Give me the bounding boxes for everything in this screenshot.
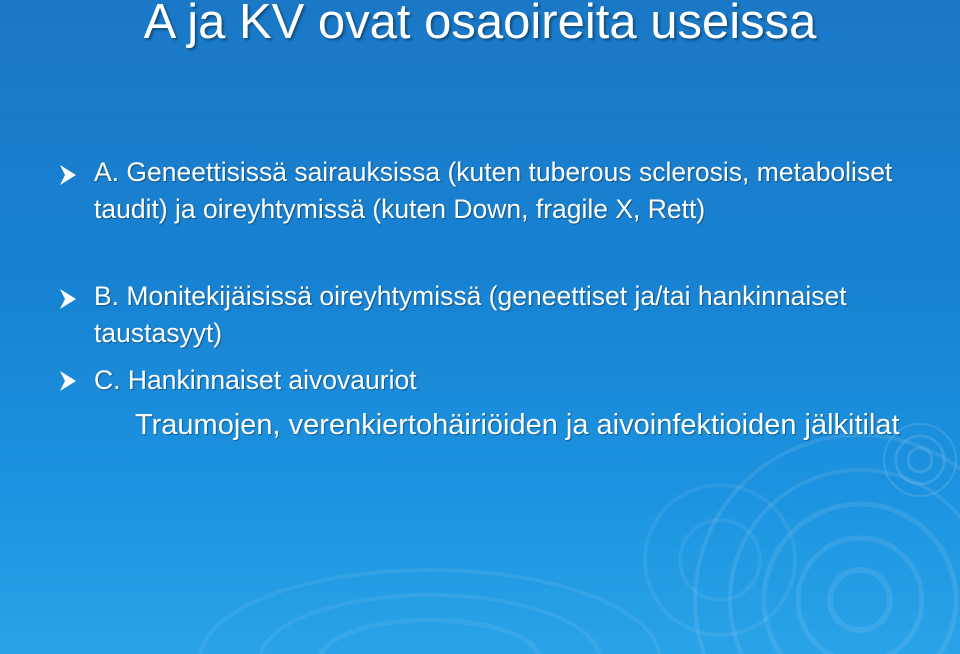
bullet-item-a: A. Geneettisissä sairauksissa (kuten tuberous sclerosis, metaboliset taudit) ja oireyhtymissä (kuten Down, fragile X, Rett) bbox=[94, 157, 893, 224]
bullet-item-c: C. Hankinnaiset aivovauriot bbox=[94, 365, 417, 395]
sub-bullet-item: Traumojen, verenkiertohäiriöiden ja aivoinfektioiden jälkitilat bbox=[135, 409, 900, 441]
arrowhead-bullet-icon bbox=[58, 288, 78, 310]
ripple-large bbox=[695, 435, 960, 654]
ripple-bottom-left bbox=[200, 570, 660, 654]
bullet-item-b: B. Monitekijäisissä oireyhtymissä (geneettiset ja/tai hankinnaiset taustasyyt) bbox=[94, 281, 847, 348]
arrowhead-bullet-icon bbox=[58, 370, 78, 392]
arrowhead-bullet-icon bbox=[58, 164, 78, 186]
slide-title: A ja KV ovat osaoireita useissa bbox=[143, 0, 817, 49]
